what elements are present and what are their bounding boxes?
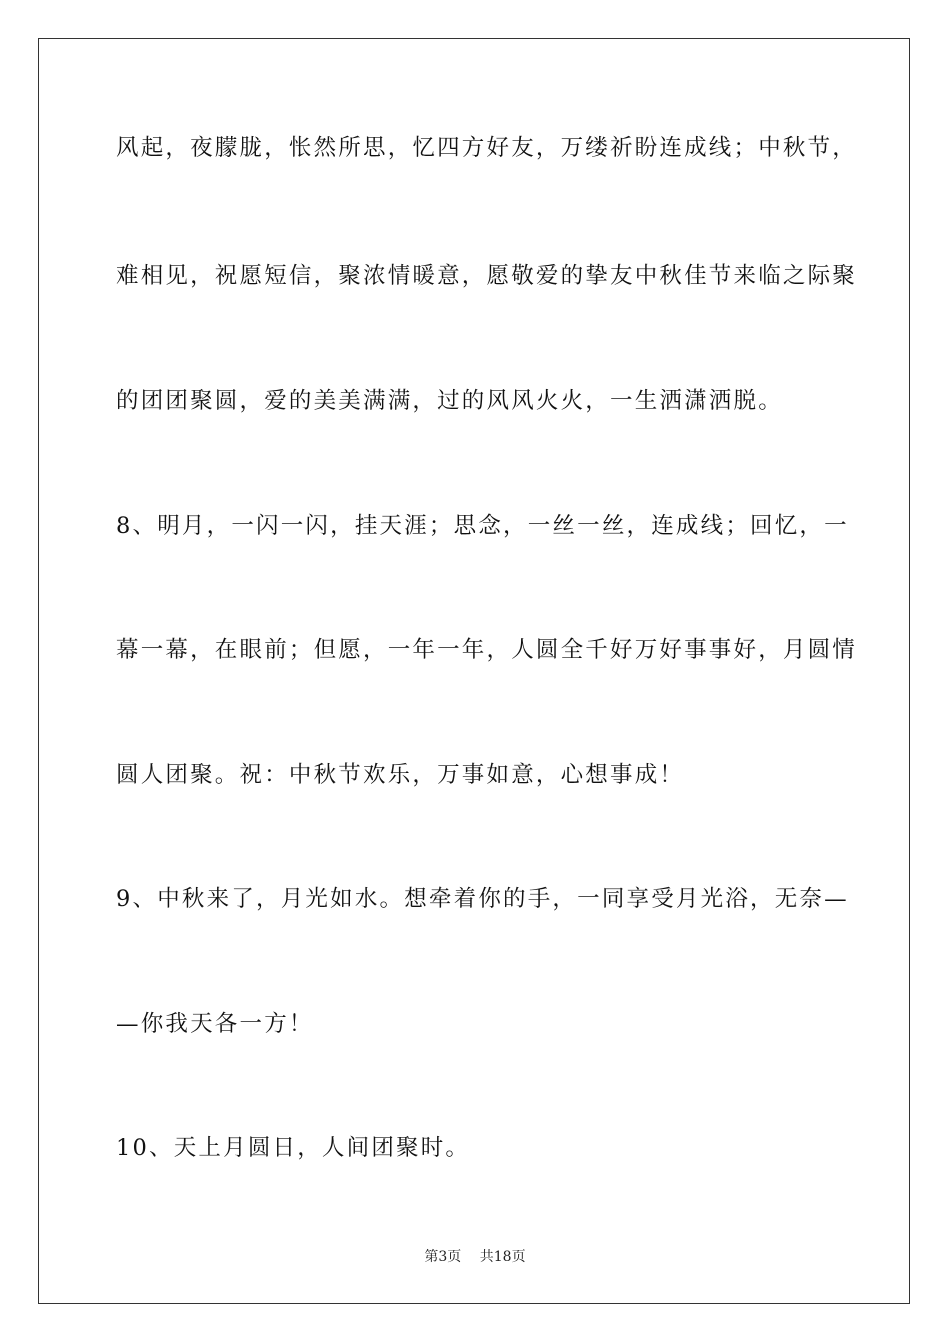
body-text-line: 10、天上月圆日，人间团聚时。	[116, 1135, 471, 1161]
body-text-line: 难相见，祝愿短信，聚浓情暖意，愿敬爱的挚友中秋佳节来临之际聚	[116, 263, 858, 289]
body-text-line: 的团团聚圆，爱的美美满满，过的风风火火，一生洒潇洒脱。	[116, 388, 783, 414]
body-text-line: 圆人团聚。祝：中秋节欢乐，万事如意，心想事成！	[116, 762, 685, 788]
body-text-line: 8、明月，一闪一闪，挂天涯；思念，一丝一丝，连成线；回忆，一	[116, 513, 849, 539]
page-number: 第3页	[424, 1249, 462, 1265]
body-text-line: 9、中秋来了，月光如水。想牵着你的手，一同享受月光浴，无奈—	[116, 886, 849, 912]
page-total: 共18页	[479, 1249, 526, 1265]
page-footer	[0, 1247, 950, 1267]
page-border	[38, 38, 910, 1304]
body-text-line: 幕一幕，在眼前；但愿，一年一年，人圆全千好万好事事好，月圆情	[116, 637, 858, 663]
body-text-line: —你我天各一方！	[116, 1011, 314, 1037]
body-text-line: 风起，夜朦胧，怅然所思，忆四方好友，万缕祈盼连成线；中秋节，	[116, 135, 858, 161]
